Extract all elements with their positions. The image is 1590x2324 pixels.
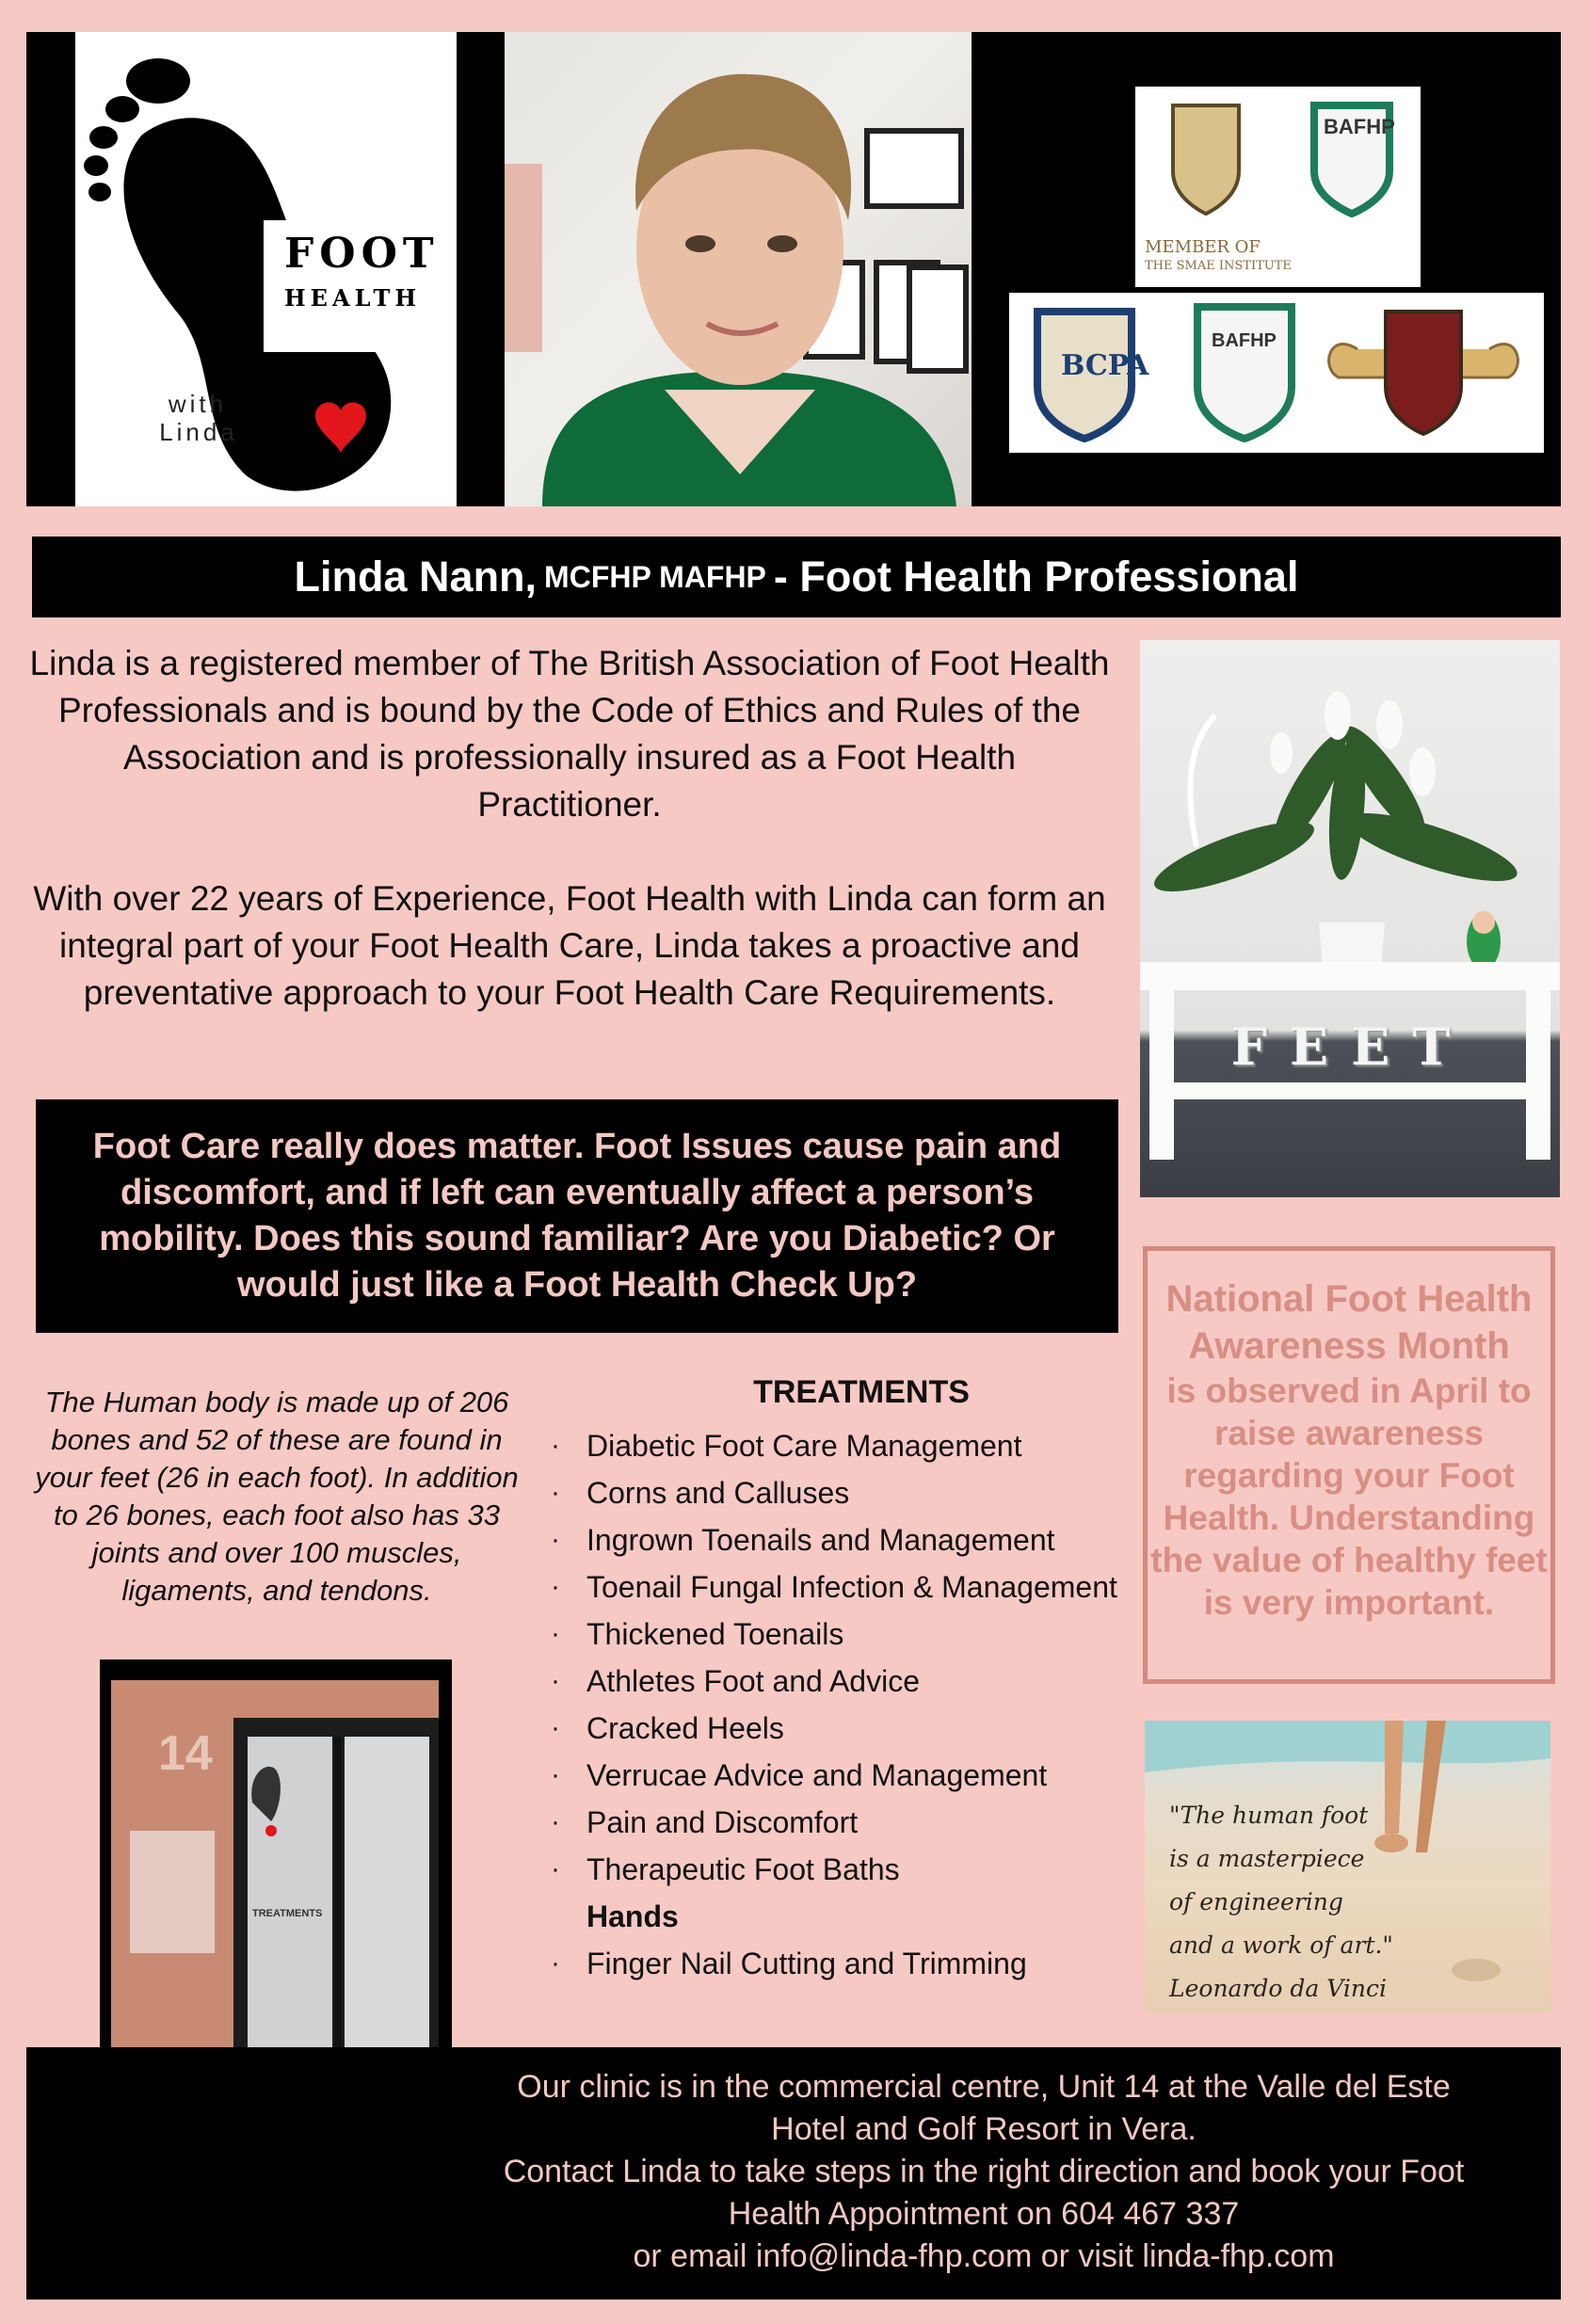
treatments-title: TREATMENTS xyxy=(753,1374,970,1410)
plant-table-illustration xyxy=(1140,640,1560,1197)
bones-fact-text: The Human body is made up of 206 bones and 52 of these are found in your feet (26 in each foot). In addition to 26 bones, each foot also has 33 joints and over 100 muscles, ligaments, and tendons. xyxy=(35,1386,519,1607)
leonardo-quote-image xyxy=(1145,1721,1550,2012)
practitioner-qualifications: MCFHP MAFHP xyxy=(544,559,766,594)
logo-foot-text: FOOT xyxy=(284,230,440,278)
foot-health-logo xyxy=(75,32,457,506)
hands-treatment-item: · Finger Nail Cutting and Trimming xyxy=(551,1940,1134,1987)
intro-text xyxy=(28,640,1111,1064)
footer-address-line: Hotel and Golf Resort in Vera. xyxy=(771,2111,1197,2147)
name-title-bar xyxy=(32,537,1561,617)
logo-health-text: HEALTH xyxy=(284,284,422,312)
footer-email-web-line: or email info@linda-fhp.com or visit linda-fhp.com xyxy=(633,2238,1335,2274)
clinic-plant-photo xyxy=(1140,640,1560,1197)
smae-institute-label: THE SMAE INSTITUTE xyxy=(1145,259,1292,273)
door-treatments-sign: TREATMENTS xyxy=(252,1908,323,1919)
logo-with-text: with xyxy=(168,390,228,418)
contact-footer-text xyxy=(452,2066,1516,2278)
treatment-item: · Verrucae Advice and Management xyxy=(551,1752,1134,1799)
treatments-list xyxy=(551,1374,1134,1987)
quote-line: "The human foot xyxy=(1169,1802,1369,1829)
hands-title: Hands xyxy=(586,1899,679,1933)
awareness-month-body: is observed in April to raise awareness regarding your Foot Health. Understanding the value of healthy feet is very important. xyxy=(1150,1371,1548,1622)
feet-sign-letters: FEET xyxy=(1230,1017,1473,1077)
awareness-month-title: National Foot Health Awareness Month xyxy=(1165,1278,1533,1367)
quote-line: and a work of art." xyxy=(1169,1931,1393,1959)
treatment-item: · Cracked Heels xyxy=(551,1705,1134,1752)
treatment-item: · Ingrown Toenails and Management xyxy=(551,1516,1134,1563)
treatment-item: · Thickened Toenails xyxy=(551,1611,1134,1658)
smae-badges xyxy=(1135,87,1421,287)
portrait-photo xyxy=(505,32,972,506)
intro-paragraph-experience: With over 22 years of Experience, Foot Health with Linda can form an integral part of your Foot Health Care, Linda takes a proactive and preventative approach to your Foot Health Care Requirements. xyxy=(33,879,1106,1012)
practitioner-role: - Foot Health Professional xyxy=(773,553,1299,601)
bafhp-badge-label-2: BAFHP xyxy=(1212,330,1277,351)
treatment-item: · Diabetic Foot Care Management xyxy=(551,1422,1134,1469)
treatment-item: · Therapeutic Foot Baths xyxy=(551,1846,1134,1893)
treatment-item: · Toenail Fungal Infection & Management xyxy=(551,1563,1134,1611)
association-badges xyxy=(1009,293,1544,453)
member-of-label: MEMBER OF xyxy=(1145,237,1261,257)
quote-line: is a masterpiece xyxy=(1169,1845,1365,1872)
bafhp-badge-label: BAFHP xyxy=(1324,115,1395,138)
treatment-item: · Corns and Calluses xyxy=(551,1469,1134,1516)
foot-care-callout xyxy=(36,1099,1118,1333)
awareness-month-box xyxy=(1143,1246,1555,1684)
treatment-item: · Pain and Discomfort xyxy=(551,1799,1134,1846)
quote-line: of engineering xyxy=(1169,1888,1343,1915)
bcpa-badge-label: BCPA xyxy=(1061,349,1149,382)
quote-text xyxy=(1169,1794,1393,2011)
footer-contact-line: Contact Linda to take steps in the right direction and book your Foot xyxy=(503,2154,1465,2189)
treatment-item: · Athletes Foot and Advice xyxy=(551,1658,1134,1705)
footer-address-line: Our clinic is in the commercial centre, Unit 14 at the Valle del Este xyxy=(517,2069,1451,2105)
practitioner-name: Linda Nann, xyxy=(294,553,538,601)
unit-number-sign: 14 xyxy=(158,1726,213,1781)
logo-linda-text: Linda xyxy=(159,418,238,446)
portrait-illustration xyxy=(505,32,972,506)
foot-care-callout-text: Foot Care really does matter. Foot Issues cause pain and discomfort, and if left can eventually affect a person’s mobility. Does this sound familiar? Are you Diabetic? Or would just like a Foot Health Check Up? xyxy=(92,1127,1062,1305)
quote-author: Leonardo da Vinci xyxy=(1169,1975,1387,2002)
footer-phone-line: Health Appointment on 604 467 337 xyxy=(728,2196,1240,2232)
intro-paragraph-membership: Linda is a registered member of The British Association of Foot Health Professionals and is bound by the Code of Ethics and Rules of the Association and is professionally insured as a Foot Health Practitioner. xyxy=(29,644,1110,824)
